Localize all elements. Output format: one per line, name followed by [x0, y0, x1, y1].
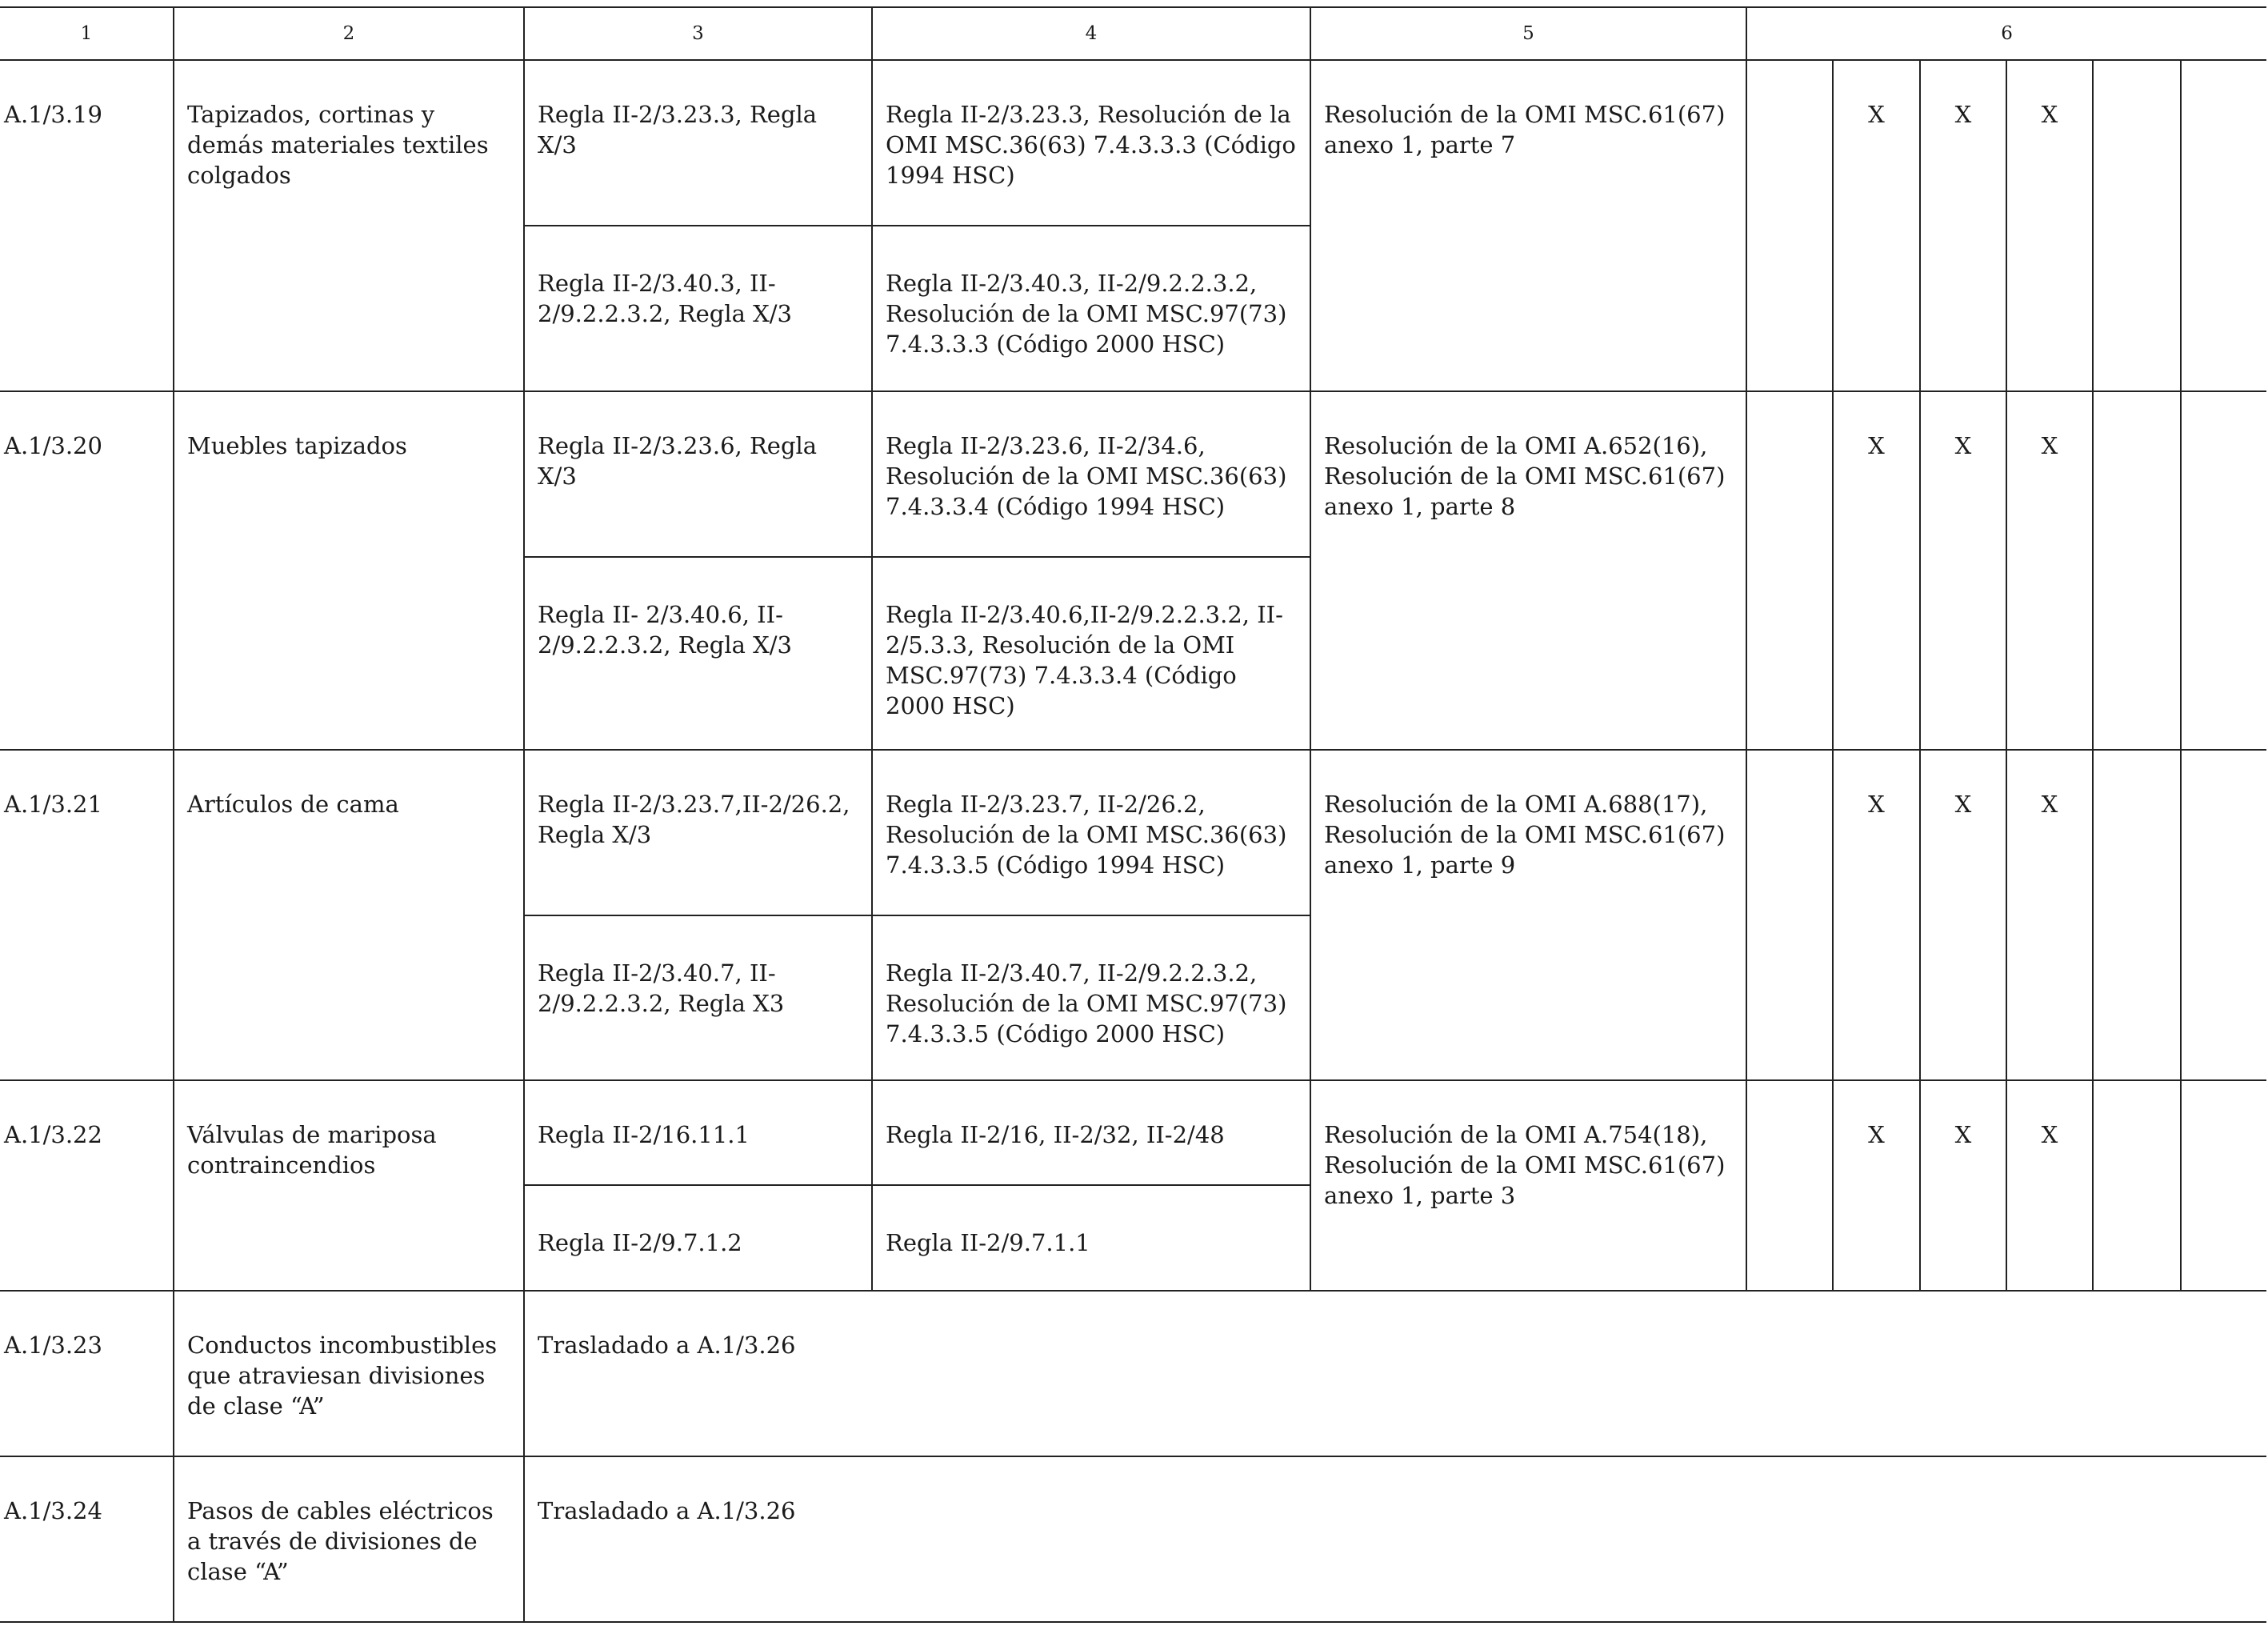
mark-cell [1746, 1080, 1833, 1291]
moved-note: Trasladado a A.1/3.26 [524, 1291, 2266, 1456]
mark-cell: X [1920, 750, 2006, 1080]
row-col3: Regla II-2/9.7.1.2 [524, 1185, 872, 1291]
row-col4: Regla II-2/9.7.1.1 [872, 1185, 1310, 1291]
mark-cell: X [1920, 60, 2006, 391]
row-item: Conductos incombustibles que atraviesan divisiones de clase “A” [174, 1291, 524, 1456]
row-code: A.1/3.24 [0, 1456, 174, 1622]
row-col5: Resolución de la OMI A.652(16), Resolución de la OMI MSC.61(67) anexo 1, parte 8 [1310, 391, 1746, 750]
row-col3: Regla II-2/3.23.6, Regla X/3 [524, 391, 872, 557]
mark-cell [1746, 750, 1833, 1080]
mark-cell [2093, 750, 2181, 1080]
row-code: A.1/3.19 [0, 60, 174, 391]
column-header-3: 3 [524, 7, 872, 60]
mark-cell: X [1833, 391, 1920, 750]
mark-cell [2093, 391, 2181, 750]
mark-cell: X [2006, 1080, 2093, 1291]
mark-cell [2181, 60, 2266, 391]
row-col4: Regla II-2/3.23.3, Resolución de la OMI MSC.36(63) 7.4.3.3.3 (Código 1994 HSC) [872, 60, 1310, 226]
column-header-6: 6 [1746, 7, 2266, 60]
mark-cell: X [1833, 60, 1920, 391]
mark-cell: X [1833, 1080, 1920, 1291]
mark-cell: X [1833, 750, 1920, 1080]
mark-cell: X [2006, 750, 2093, 1080]
column-header-5: 5 [1310, 7, 1746, 60]
row-col4: Regla II-2/3.40.6,II-2/9.2.2.3.2, II-2/5.3.3, Resolución de la OMI MSC.97(73) 7.4.3.3.4 (Código 2000 HSC) [872, 557, 1310, 750]
row-col3: Regla II-2/3.40.7, II-2/9.2.2.3.2, Regla X3 [524, 915, 872, 1080]
mark-cell [1746, 60, 1833, 391]
row-col5: Resolución de la OMI MSC.61(67) anexo 1, parte 7 [1310, 60, 1746, 391]
column-header-2: 2 [174, 7, 524, 60]
row-col3: Regla II- 2/3.40.6, II-2/9.2.2.3.2, Regla X/3 [524, 557, 872, 750]
row-col3: Regla II-2/16.11.1 [524, 1080, 872, 1185]
row-item: Muebles tapizados [174, 391, 524, 750]
row-col4: Regla II-2/3.23.7, II-2/26.2, Resolución de la OMI MSC.36(63) 7.4.3.3.5 (Código 1994 HSC) [872, 750, 1310, 915]
mark-cell [2181, 391, 2266, 750]
row-item: Tapizados, cortinas y demás materiales textiles colgados [174, 60, 524, 391]
table-row [0, 1456, 2266, 1622]
header-row [0, 7, 2266, 60]
mark-cell: X [2006, 391, 2093, 750]
mark-cell [2093, 60, 2181, 391]
row-col3: Regla II-2/3.40.3, II-2/9.2.2.3.2, Regla X/3 [524, 226, 872, 391]
row-item: Artículos de cama [174, 750, 524, 1080]
mark-cell [2093, 1080, 2181, 1291]
mark-cell [2181, 1080, 2266, 1291]
regulations-table [0, 6, 2266, 1623]
mark-cell: X [2006, 60, 2093, 391]
row-col4: Regla II-2/3.40.7, II-2/9.2.2.3.2, Resolución de la OMI MSC.97(73) 7.4.3.3.5 (Código 2000 HSC) [872, 915, 1310, 1080]
moved-note: Trasladado a A.1/3.26 [524, 1456, 2266, 1622]
row-col3: Regla II-2/3.23.3, Regla X/3 [524, 60, 872, 226]
row-col4: Regla II-2/3.23.6, II-2/34.6, Resolución de la OMI MSC.36(63) 7.4.3.3.4 (Código 1994 HSC) [872, 391, 1310, 557]
row-col4: Regla II-2/3.40.3, II-2/9.2.2.3.2, Resolución de la OMI MSC.97(73) 7.4.3.3.3 (Código 2000 HSC) [872, 226, 1310, 391]
row-code: A.1/3.21 [0, 750, 174, 1080]
row-code: A.1/3.23 [0, 1291, 174, 1456]
row-item: Válvulas de mariposa contraincendios [174, 1080, 524, 1291]
table-row [0, 750, 2266, 915]
table-row [0, 1291, 2266, 1456]
row-col5: Resolución de la OMI A.754(18), Resolución de la OMI MSC.61(67) anexo 1, parte 3 [1310, 1080, 1746, 1291]
mark-cell [2181, 750, 2266, 1080]
row-item: Pasos de cables eléctricos a través de divisiones de clase “A” [174, 1456, 524, 1622]
row-col4: Regla II-2/16, II-2/32, II-2/48 [872, 1080, 1310, 1185]
mark-cell: X [1920, 1080, 2006, 1291]
column-header-4: 4 [872, 7, 1310, 60]
mark-cell [1746, 391, 1833, 750]
mark-cell: X [1920, 391, 2006, 750]
table-row [0, 1080, 2266, 1185]
row-col5: Resolución de la OMI A.688(17), Resolución de la OMI MSC.61(67) anexo 1, parte 9 [1310, 750, 1746, 1080]
column-header-1: 1 [0, 7, 174, 60]
table-row [0, 391, 2266, 557]
row-code: A.1/3.20 [0, 391, 174, 750]
row-code: A.1/3.22 [0, 1080, 174, 1291]
table-row [0, 60, 2266, 226]
row-col3: Regla II-2/3.23.7,II-2/26.2, Regla X/3 [524, 750, 872, 915]
